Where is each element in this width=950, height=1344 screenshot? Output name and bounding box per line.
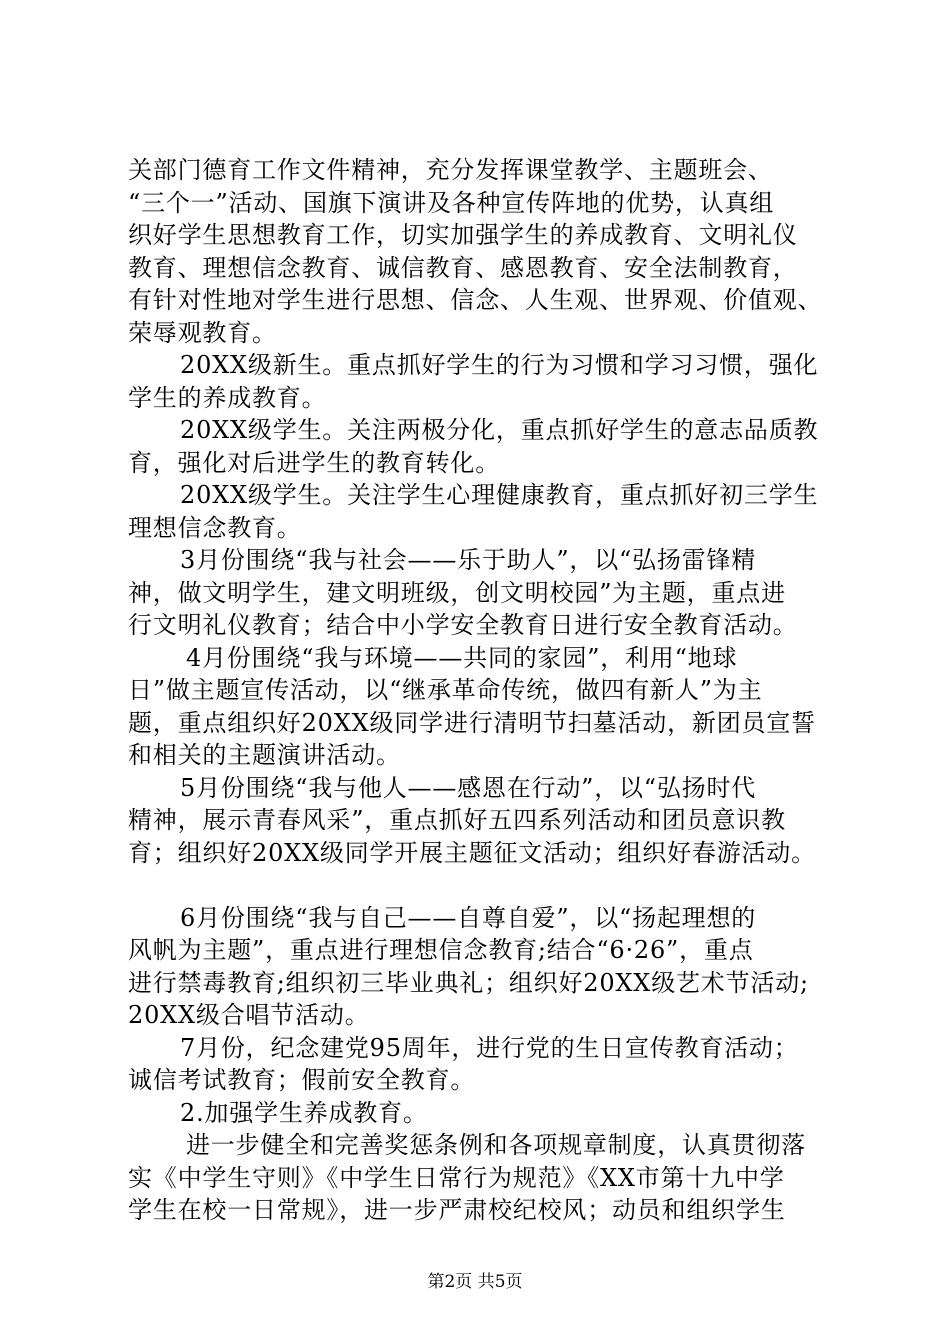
text-line: 关部门德育工作文件精神，充分发挥课堂教学、主题班会、 bbox=[128, 156, 773, 184]
text-line: 诚信考试教育；假前安全教育。 bbox=[128, 1066, 476, 1094]
text-line: 20XX级合唱节活动。 bbox=[128, 1001, 370, 1029]
text-line: 行文明礼仪教育；结合中小学安全教育日进行安全教育活动。 bbox=[128, 611, 798, 639]
text-line: 7月份，纪念建党95周年，进行党的生日宣传教育活动； bbox=[180, 1033, 799, 1062]
text-line: 20XX级新生。重点抓好学生的行为习惯和学习习惯，强化 bbox=[180, 351, 819, 379]
text-line: 20XX级学生。关注学生心理健康教育，重点抓好初三学生 bbox=[180, 481, 819, 509]
text-line: 进一步健全和完善奖惩条例和各项规章制度，认真贯彻落 bbox=[186, 1131, 806, 1159]
text-line: 进行禁毒教育;组织初三毕业典礼；组织好20XX级艺术节活动; bbox=[128, 968, 809, 997]
text-line: 实《中学生守则》《中学生日常行为规范》《XX市第十九中学 bbox=[128, 1163, 785, 1192]
text-line: 日”做主题宣传活动，以“继承革命传统，做四有新人”为主 bbox=[128, 676, 763, 704]
paragraph-gap bbox=[128, 869, 840, 902]
text-line: 教育、理想信念教育、诚信教育、感恩教育、安全法制教育， bbox=[128, 253, 798, 282]
text-line: 理想信念教育。 bbox=[128, 513, 302, 542]
text-line: 2.加强学生养成教育。 bbox=[180, 1098, 428, 1127]
text-line: 20XX级学生。关注两极分化，重点抓好学生的意志品质教 bbox=[180, 416, 819, 444]
text-line: 织好学生思想教育工作，切实加强学生的养成教育、文明礼仪 bbox=[128, 221, 798, 249]
text-line: 育；组织好20XX级同学开展主题征文活动；组织好春游活动。 bbox=[128, 838, 816, 867]
text-line: 精神，展示青春风采”，重点抓好五四系列活动和团员意识教 bbox=[128, 806, 786, 834]
text-line: 学生的养成教育。 bbox=[128, 383, 327, 412]
page-footer: 第2页 共5页 bbox=[427, 1272, 523, 1292]
text-line: 5月份围绕“我与他人——感恩在行动”，以“弘扬时代 bbox=[180, 773, 757, 802]
text-line: 荣辱观教育。 bbox=[128, 318, 277, 347]
text-line: 学生在校一日常规》，进一步严肃校纪校风；动员和组织学生 bbox=[128, 1196, 786, 1224]
text-line: 和相关的主题演讲活动。 bbox=[128, 741, 401, 769]
text-line: 有针对性地对学生进行思想、信念、人生观、世界观、价值观、 bbox=[128, 286, 823, 314]
text-line: 3月份围绕“我与社会——乐于助人”，以“弘扬雷锋精 bbox=[180, 546, 757, 574]
text-line: 4月份围绕“我与环境——共同的家园”，利用“地球 bbox=[186, 643, 738, 672]
text-line: 育，强化对后进学生的教育转化。 bbox=[128, 448, 500, 477]
text-line: 6月份围绕“我与自己——自尊自爱”，以“扬起理想的 bbox=[180, 903, 757, 932]
text-line: “三个一”活动、国旗下演讲及各种宣传阵地的优势，认真组 bbox=[128, 188, 775, 217]
text-line: 风帆为主题”，重点进行理想信念教育;结合“6·26”，重点 bbox=[128, 936, 754, 964]
document-body bbox=[128, 154, 840, 1227]
text-line: 神，做文明学生，建文明班级，创文明校园”为主题，重点进 bbox=[128, 578, 786, 607]
text-line: 题，重点组织好20XX级同学进行清明节扫墓活动，新团员宣誓 bbox=[128, 708, 816, 737]
